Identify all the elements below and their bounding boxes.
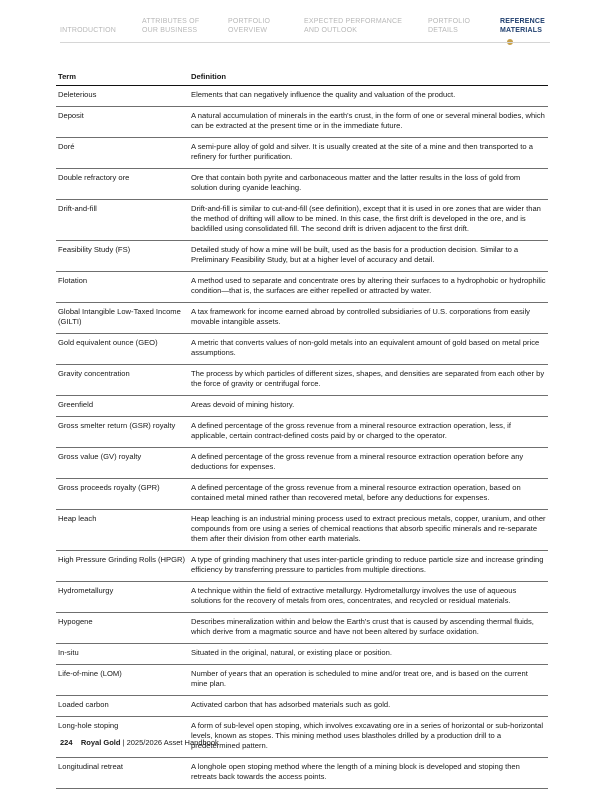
column-header-definition: Definition [189, 70, 548, 86]
table-row [56, 758, 548, 789]
table-row [56, 448, 548, 479]
nav-tab-and outlook[interactable] [304, 17, 402, 35]
nav-tab-materials[interactable] [500, 17, 545, 35]
nav-tab-our business[interactable] [142, 17, 199, 35]
table-row [56, 365, 548, 396]
definition-cell: Ore that contain both pyrite and carbonaceous matter and the latter results in the loss of gold from solution during cyanide leaching. [189, 169, 548, 200]
table-row [56, 479, 548, 510]
term-cell: In-situ [56, 644, 189, 665]
definition-cell: A form of sub-level open stoping, which involves excavating ore in a series of horizontal or sub-horizontal levels, known as stopes. This mining method uses blastholes drilled by a production drill to a predetermined pattern. [189, 717, 548, 758]
footer-separator: | [122, 738, 125, 747]
term-cell: Hypogene [56, 613, 189, 644]
nav-tab-label-line2: OUR BUSINESS [142, 27, 198, 34]
term-cell: Greenfield [56, 396, 189, 417]
table-header-row [56, 70, 548, 86]
definition-cell: A defined percentage of the gross revenue from a mineral resource extraction operation, less, if applicable, certain contract-defined costs paid by or charged to the operator. [189, 417, 548, 448]
term-cell: Gold equivalent ounce (GEO) [56, 334, 189, 365]
table-row [56, 396, 548, 417]
definition-cell: Describes mineralization within and below the Earth's crust that is caused by ascending thermal fluids, which derive from a magmatic source and have not been altered by surface oxidation. [189, 613, 548, 644]
nav-tab-label-line2: AND OUTLOOK [304, 27, 358, 34]
term-cell: Global Intangible Low-Taxed Income (GILTI) [56, 303, 189, 334]
definition-cell: A semi-pure alloy of gold and silver. It is usually created at the site of a mine and then transported to a refinery for further purification. [189, 138, 548, 169]
definition-cell: A type of grinding machinery that uses inter-particle grinding to reduce particle size and increase grinding efficiency by transferring pressure to particles from multiple directions. [189, 551, 548, 582]
nav-tab-label-line2: OVERVIEW [228, 27, 268, 34]
definition-cell: Situated in the original, natural, or existing place or position. [189, 644, 548, 665]
nav-tab-label-line1: ATTRIBUTES OF [142, 18, 200, 25]
term-cell: Doré [56, 138, 189, 169]
definition-cell: Number of years that an operation is scheduled to mine and/or treat ore, and is based on the current mine plan. [189, 665, 548, 696]
definition-cell: A defined percentage of the gross revenue from a mineral resource extraction operation before any deductions for expenses. [189, 448, 548, 479]
definition-cell: Drift-and-fill is similar to cut-and-fill (see definition), except that it is used in ore zones that are wider than the method of drifting will allow to be mined. In this case, the first drift is developed in the ore, and is backfilled using consolidated fill. The second drift is driven adjacent to the first drift. [189, 200, 548, 241]
nav-tab-label-line2: DETAILS [428, 27, 459, 34]
term-cell: Double refractory ore [56, 169, 189, 200]
term-cell: Drift-and-fill [56, 200, 189, 241]
definition-cell: Activated carbon that has adsorbed materials such as gold. [189, 696, 548, 717]
term-cell: Deposit [56, 107, 189, 138]
term-cell: Feasibility Study (FS) [56, 241, 189, 272]
definition-cell: A natural accumulation of minerals in the earth's crust, in the form of one or several mineral bodies, which can be extracted at the present time or in the immediate future. [189, 107, 548, 138]
document-title: 2025/2026 Asset Handbook [126, 738, 219, 747]
definition-cell: The process by which particles of different sizes, shapes, and densities are separated from each other by the force of gravity or centrifugal force. [189, 365, 548, 396]
nav-tab-details[interactable] [428, 17, 470, 35]
term-cell: Flotation [56, 272, 189, 303]
table-row [56, 644, 548, 665]
term-cell: Loaded carbon [56, 696, 189, 717]
column-header-term: Term [56, 70, 189, 86]
page-number: 224 [60, 738, 73, 747]
nav-tab-label-line1: PORTFOLIO [228, 18, 271, 25]
company-name: Royal Gold [80, 738, 121, 747]
table-row [56, 417, 548, 448]
term-cell: Gross proceeds royalty (GPR) [56, 479, 189, 510]
table-row [56, 169, 548, 200]
term-cell: Gravity concentration [56, 365, 189, 396]
table-row [56, 86, 548, 107]
table-row [56, 138, 548, 169]
table-row [56, 613, 548, 644]
table-row [56, 272, 548, 303]
glossary-table [56, 70, 548, 789]
definition-cell: A longhole open stoping method where the length of a mining block is developed and stoping then retreats back towards the access points. [189, 758, 548, 789]
term-cell: Gross value (GV) royalty [56, 448, 189, 479]
table-row [56, 582, 548, 613]
definition-cell: A metric that converts values of non-gold metals into an equivalent amount of gold based on metal price assumptions. [189, 334, 548, 365]
definition-cell: A tax framework for income earned abroad by controlled subsidiaries of U.S. corporations from easily movable intangible assets. [189, 303, 548, 334]
term-cell: Deleterious [56, 86, 189, 107]
definition-cell: Areas devoid of mining history. [189, 396, 548, 417]
definition-cell: Heap leaching is an industrial mining process used to extract precious metals, copper, uranium, and other compounds from ore using a series of chemical reactions that absorb specific minerals and re-separate them after their division from other earth materials. [189, 510, 548, 551]
nav-tab-label-line1: PORTFOLIO [428, 18, 471, 25]
term-cell: Longitudinal retreat [56, 758, 189, 789]
term-cell: Hydrometallurgy [56, 582, 189, 613]
glossary-table-body [56, 86, 548, 789]
page-footer [60, 738, 219, 747]
table-row [56, 510, 548, 551]
term-cell: Gross smelter return (GSR) royalty [56, 417, 189, 448]
table-row [56, 200, 548, 241]
table-row [56, 334, 548, 365]
table-row [56, 717, 548, 758]
nav-tab-label-line1 [60, 17, 116, 26]
table-row [56, 241, 548, 272]
definition-cell: Detailed study of how a mine will be built, used as the basis for a production decision. Similar to a Preliminary Feasibility Study, but at a higher level of accuracy and detail. [189, 241, 548, 272]
definition-cell: A method used to separate and concentrate ores by altering their surfaces to a hydrophobic or hydrophilic condition—that is, the surfaces are either repelled or attracted by water. [189, 272, 548, 303]
table-row [56, 303, 548, 334]
nav-tab-introduction[interactable] [60, 17, 116, 35]
nav-tab-label-line1: REFERENCE [500, 18, 545, 25]
term-cell: High Pressure Grinding Rolls (HPGR) [56, 551, 189, 582]
definition-cell: A defined percentage of the gross revenue from a mineral resource extraction operation, based on contained metal mined rather than recovered metal, before any deductions for expenses. [189, 479, 548, 510]
table-row [56, 696, 548, 717]
nav-tab-label-line1: EXPECTED PERFORMANCE [304, 18, 403, 25]
nav-tab-overview[interactable] [228, 17, 270, 35]
term-cell: Life-of-mine (LOM) [56, 665, 189, 696]
table-row [56, 665, 548, 696]
table-row [56, 107, 548, 138]
table-row [56, 551, 548, 582]
term-cell: Heap leach [56, 510, 189, 551]
definition-cell: A technique within the field of extractive metallurgy. Hydrometallurgy involves the use of aqueous solutions for the recovery of metals from ores, concentrates, and recycled or residual materials. [189, 582, 548, 613]
navigation-divider [60, 42, 550, 43]
nav-tab-label-line2: MATERIALS [500, 27, 543, 34]
term-cell: Long-hole stoping [56, 717, 189, 758]
definition-cell: Elements that can negatively influence the quality and valuation of the product. [189, 86, 548, 107]
nav-tab-label-line2: INTRODUCTION [60, 27, 117, 34]
